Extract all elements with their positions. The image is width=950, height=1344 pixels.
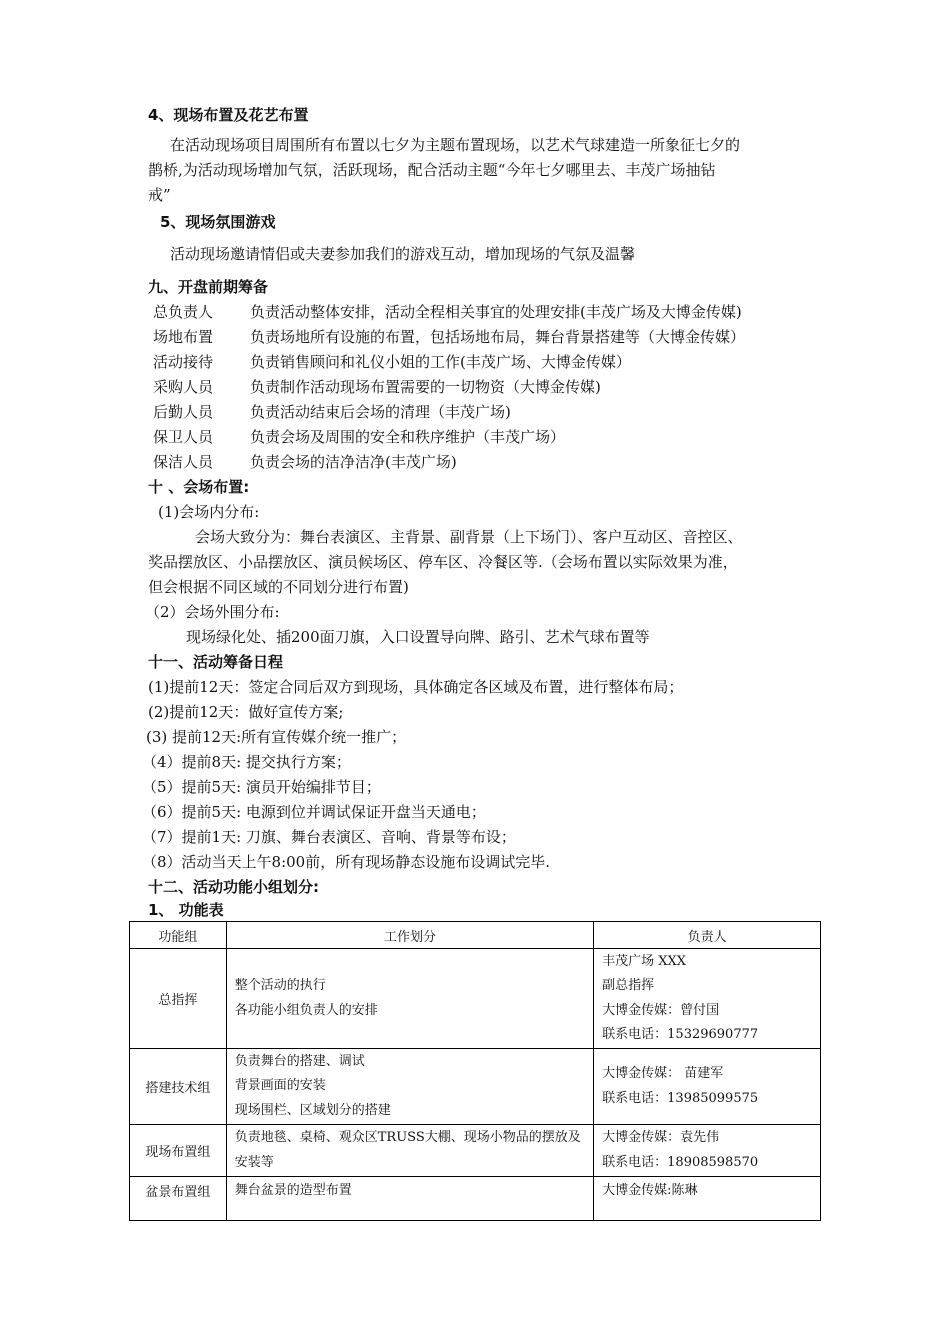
owner-line: 联系电话：13985099575	[602, 1090, 759, 1106]
prep-duty: 负责会场的洁净洁净(丰茂广场)	[250, 453, 457, 471]
function-table-title: 1、 功能表	[148, 901, 224, 919]
table-cell-work	[226, 1049, 593, 1125]
table-cell-work	[226, 949, 593, 1049]
schedule-item: （5）提前5天: 演员开始编排节目；	[142, 778, 381, 796]
prep-role: 采购人员	[153, 378, 214, 396]
table-header-cell: 工作划分	[226, 922, 593, 949]
table-cell-owner	[594, 1177, 821, 1221]
table-row	[130, 1049, 821, 1125]
section-9-heading: 九、开盘前期筹备	[148, 278, 269, 296]
prep-duty: 负责会场及周围的安全和秩序维护（丰茂广场）	[250, 428, 566, 446]
owner-line: 大博金传媒： 苗建军	[602, 1066, 724, 1081]
prep-duty: 负责制作活动现场布置需要的一切物资（大博金传媒)	[250, 378, 601, 396]
section-5-para: 活动现场邀请情侣或夫妻参加我们的游戏互动，增加现场的气氛及温馨	[170, 245, 636, 263]
prep-role: 总负责人	[153, 303, 214, 321]
work-line: 各功能小组负责人的安排	[234, 1002, 378, 1018]
work-line: 舞台盆景的造型布置	[234, 1183, 352, 1198]
owner-line: 副总指挥	[602, 978, 655, 993]
table-cell-group: 总指挥	[130, 949, 227, 1049]
owner-line: 大博金传媒：曾付国	[602, 1002, 720, 1018]
work-line: 负责地毯、桌椅、观众区TRUSS大棚、现场小物品的摆放及安装等	[234, 1130, 581, 1170]
venue-outer-subheading: （2）会场外围分布:	[145, 603, 280, 621]
work-line: 整个活动的执行	[234, 978, 326, 993]
owner-line: 联系电话：15329690777	[602, 1027, 759, 1042]
prep-row	[153, 377, 601, 397]
owner-line: 大博金传媒:陈琳	[602, 1183, 698, 1198]
schedule-item: （8）活动当天上午8:00前，所有现场静态设施布设调试完毕.	[142, 853, 550, 871]
venue-outer-line: 现场绿化处、插200面刀旗，入口设置导向牌、路引、艺术气球布置等	[186, 628, 650, 646]
venue-inner-line: 会场大致分为：舞台表演区、主背景、副背景（上下场门）、客户互动区、音控区、	[195, 528, 743, 546]
table-cell-work	[226, 1177, 593, 1221]
table-header-cell: 负责人	[594, 922, 821, 949]
function-table	[129, 921, 821, 1221]
schedule-item: (3) 提前12天:所有宣传媒介统一推广；	[146, 728, 407, 746]
table-header-cell: 功能组	[130, 922, 227, 949]
prep-row	[153, 402, 511, 422]
schedule-item: (1)提前12天：签定合同后双方到现场，具体确定各区域及布置，进行整体布局；	[148, 678, 684, 696]
section-11-heading: 十一、活动筹备日程	[148, 653, 284, 671]
table-cell-owner	[594, 1125, 821, 1177]
schedule-item: （7）提前1天: 刀旗、舞台表演区、音响、背景等布设；	[142, 828, 516, 846]
prep-row	[153, 302, 742, 322]
table-cell-work	[226, 1125, 593, 1177]
schedule-item: (2)提前12天：做好宣传方案;	[148, 703, 344, 721]
table-cell-owner	[594, 949, 821, 1049]
table-row	[130, 1177, 821, 1221]
table-cell-owner	[594, 1049, 821, 1125]
prep-duty: 负责活动整体安排，活动全程相关事宜的处理安排(丰茂广场及大博金传媒)	[250, 303, 742, 321]
prep-role: 后勤人员	[153, 403, 214, 421]
venue-inner-line: 奖品摆放区、小品摆放区、演员候场区、停车区、冷餐区等.（会场布置以实际效果为准，	[148, 553, 738, 571]
work-line: 背景画面的安装	[234, 1078, 326, 1094]
prep-duty: 负责活动结束后会场的清理（丰茂广场)	[250, 403, 511, 421]
work-line: 负责舞台的搭建、调试	[234, 1053, 365, 1069]
section-12-heading: 十二、活动功能小组划分:	[148, 878, 319, 896]
prep-role: 保卫人员	[153, 428, 214, 446]
section-5-heading: 5、现场氛围游戏	[160, 213, 276, 231]
prep-row	[153, 452, 457, 472]
table-cell-group: 盆景布置组	[130, 1177, 227, 1221]
prep-role: 保洁人员	[153, 453, 214, 471]
section-4-heading: 4、现场布置及花艺布置	[148, 106, 309, 124]
schedule-item: （4）提前8天: 提交执行方案；	[142, 753, 351, 771]
owner-line: 联系电话：18908598570	[602, 1154, 759, 1170]
prep-row	[153, 427, 565, 447]
section-4-para-line: 在活动现场项目周围所有布置以七夕为主题布置现场，以艺术气球建造一所象征七夕的	[170, 136, 741, 154]
work-line: 现场围栏、区域划分的搭建	[234, 1102, 391, 1118]
table-row	[130, 1125, 821, 1177]
prep-role: 活动接待	[153, 353, 214, 371]
section-4-para-line: 鹊桥,为活动现场增加气氛，活跃现场，配合活动主题“今年七夕哪里去、丰茂广场抽钻	[148, 161, 716, 179]
prep-duty: 负责场地所有设施的布置，包括场地布局，舞台背景搭建等（大博金传媒）	[250, 328, 746, 346]
section-10-heading: 十 、会场布置:	[148, 478, 250, 496]
prep-duty: 负责销售顾问和礼仪小姐的工作(丰茂广场、大博金传媒）	[250, 353, 631, 371]
table-cell-group: 搭建技术组	[130, 1049, 227, 1125]
venue-inner-subheading: (1)会场内分布:	[158, 503, 260, 521]
table-header-row	[130, 922, 821, 949]
venue-inner-line: 但会根据不同区域的不同划分进行布置)	[148, 578, 409, 596]
table-cell-group: 现场布置组	[130, 1125, 227, 1177]
table-row	[130, 949, 821, 1049]
owner-line: 大博金传媒：袁先伟	[602, 1130, 720, 1145]
prep-row	[153, 327, 745, 347]
section-4-para-line: 戒”	[148, 186, 171, 204]
prep-role: 场地布置	[153, 328, 214, 346]
owner-line: 丰茂广场 XXX	[602, 953, 687, 969]
schedule-item: （6）提前5天: 电源到位并调试保证开盘当天通电；	[142, 803, 486, 821]
prep-row	[153, 352, 631, 372]
